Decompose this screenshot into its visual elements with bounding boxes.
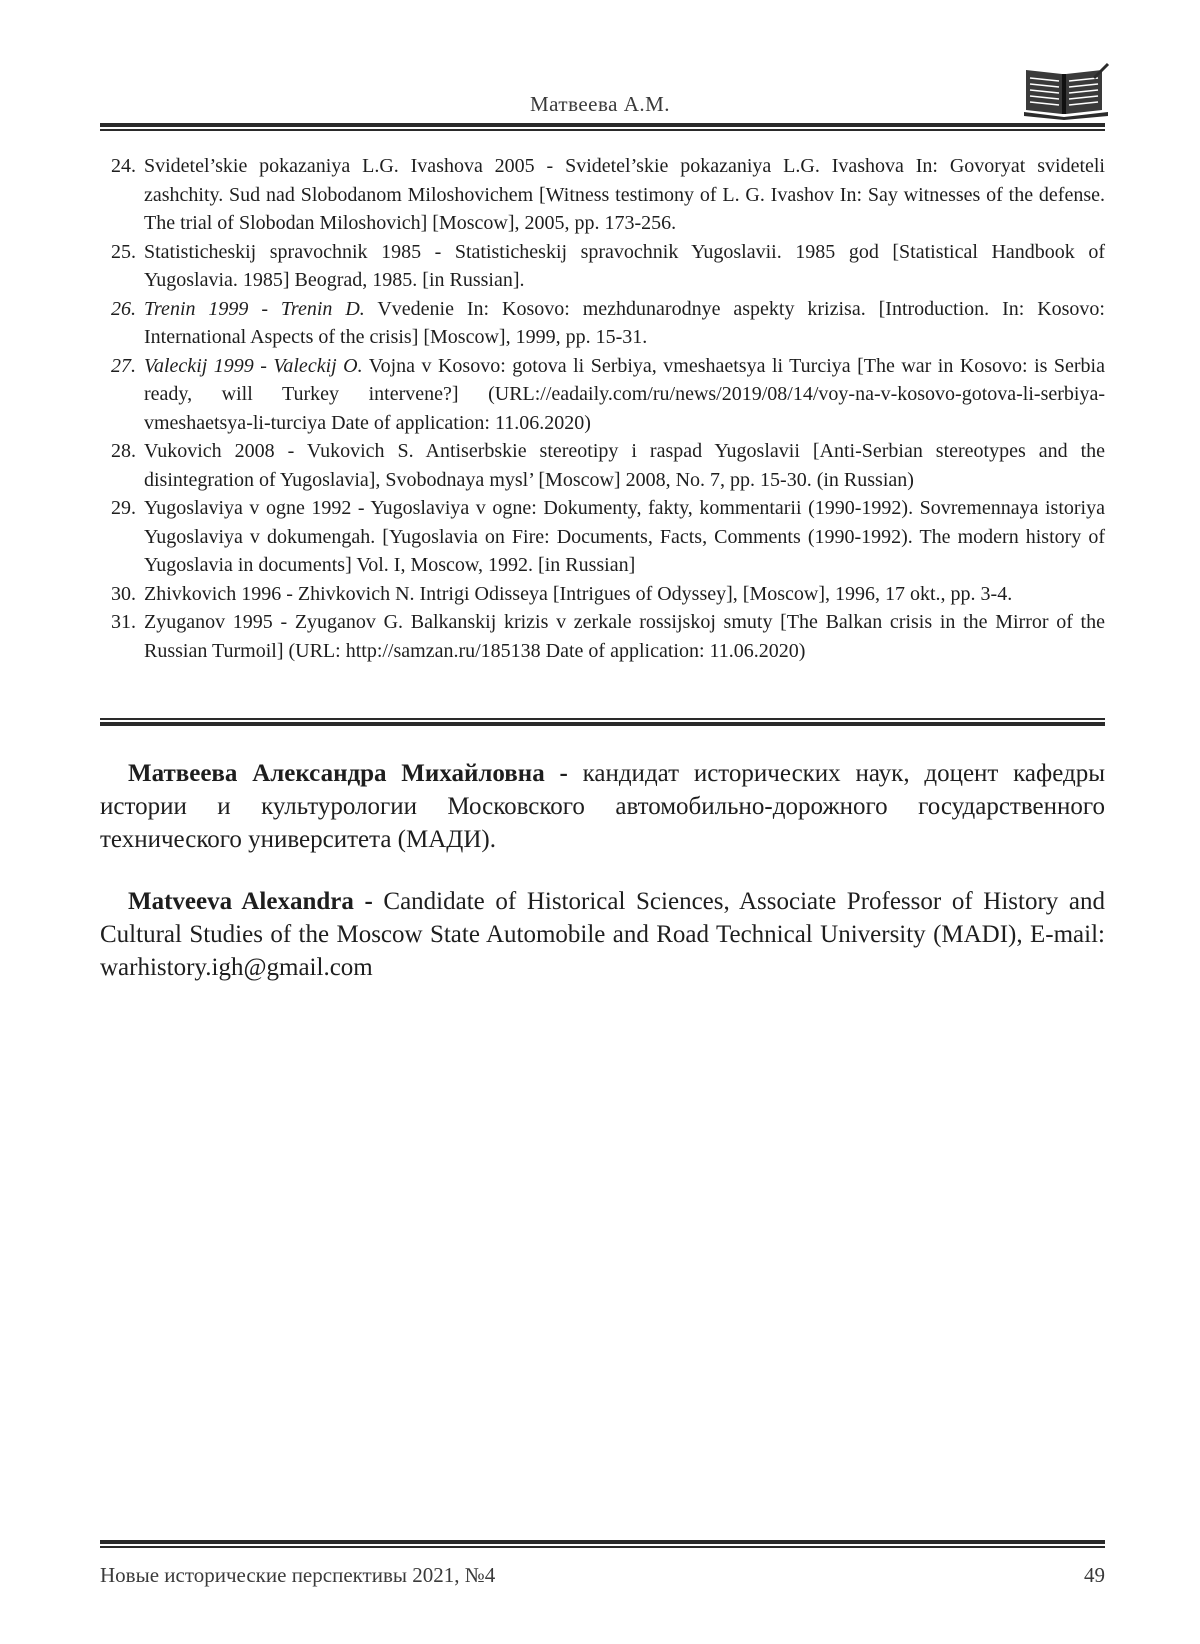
footer-rule — [100, 1540, 1105, 1548]
reference-text: Svidetel’skie pokazaniya L.G. Ivashova 2005 - Svidetel’skie pokazaniya L.G. Ivashova In: Govoryat svideteli zashchity. Sud nad Slobodanom Miloshovichem [Witness testimony of L. G. Ivashov In: Say witnesses of the defense. The trial of Slobodan Miloshovich] [Moscow], 2005, pp. 173-256. — [144, 155, 1105, 234]
open-book-icon — [1022, 62, 1110, 120]
reference-text: Statisticheskij spravochnik 1985 - Statisticheskij spravochnik Yugoslavii. 1985 god [Statistical Handbook of Yugoslavia. 1985] Beograd, 1985. [in Russian]. — [144, 240, 1105, 291]
reference-text: Zyuganov 1995 - Zyuganov G. Balkanskij krizis v zerkale rossijskoj smuty [The Balkan crisis in the Mirror of the Russian Turmoil] (URL: http://samzan.ru/185138 Date of application: 11.06.2020) — [144, 611, 1105, 662]
reference-text: Yugoslaviya v ogne 1992 - Yugoslaviya v ogne: Dokumenty, fakty, kommentarii (1990-1992). Sovremennaya istoriya Yugoslaviya v dokumengah. [Yugoslavia on Fire: Documents, Facts, Comments (1990-1992). The modern history of Yugoslavia in documents] Vol. I, Moscow, 1992. [in Russian] — [144, 497, 1105, 576]
author-bio-english — [100, 885, 1105, 984]
reference-author-italic: Trenin 1999 - Trenin D. — [144, 297, 365, 320]
reference-number: 26. — [111, 297, 136, 320]
reference-item — [100, 608, 1105, 665]
reference-text: Vojna v Kosovo: gotova li Serbiya, vmeshaetsya li Turciya [The war in Kosovo: is Serbia ready, will Turkey intervene?] (URL://eadaily.com/ru/news/2019/08/14/voy-na-v-kosovo-gotova-li-serbiya-vmeshaetsya-li-turciya Date of application: 11.06.2020) — [144, 354, 1105, 434]
reference-item — [100, 437, 1105, 494]
reference-number: 28. — [111, 440, 136, 462]
reference-text: Vukovich 2008 - Vukovich S. Antiserbskie stereotipy i raspad Yugoslavii [Anti-Serbian stereotypes and the disintegration of Yugoslavia], Svobodnaya mysl’ [Moscow] 2008, No. 7, pp. 15-30. (in Russian) — [144, 440, 1105, 491]
reference-item — [100, 152, 1105, 238]
author-description-russian: кандидат исторических наук, доцент кафедры истории и культурологии Московского автомобильно-дорожного государственного технического университета (МАДИ). — [100, 760, 1105, 853]
page-number: 49 — [1084, 1563, 1105, 1587]
reference-item — [100, 580, 1105, 609]
reference-number: 24. — [111, 155, 136, 177]
running-head: Матвеева А.М. — [529, 92, 671, 116]
header-rule — [100, 123, 1105, 131]
author-name-russian: Матвеева Александра Михайловна - — [128, 760, 568, 787]
reference-item — [100, 494, 1105, 580]
reference-list — [100, 152, 1105, 665]
author-description-english: Candidate of Historical Sciences, Associate Professor of History and Cultural Studies of the Moscow State Automobile and Road Technical University (MADI), E-mail: warhistory.igh@gmail.com — [100, 888, 1105, 981]
section-rule — [100, 718, 1105, 726]
reference-item — [100, 238, 1105, 295]
reference-item — [100, 352, 1105, 438]
reference-item — [100, 295, 1105, 352]
reference-author-italic: Valeckij 1999 - Valeckij O. — [144, 354, 363, 377]
reference-number: 27. — [111, 354, 136, 377]
reference-number: 31. — [111, 611, 136, 633]
journal-title: Новые исторические перспективы 2021, №4 — [100, 1563, 496, 1587]
reference-text: Zhivkovich 1996 - Zhivkovich N. Intrigi Odisseya [Intrigues of Odyssey], [Moscow], 1996, 17 okt., pp. 3-4. — [144, 582, 1013, 605]
reference-number: 30. — [111, 582, 136, 605]
author-bio-russian — [100, 757, 1105, 856]
reference-number: 25. — [111, 240, 136, 263]
reference-text: Vvedenie In: Kosovo: mezhdunarodnye aspekty krizisa. [Introduction. In: Kosovo: International Aspects of the crisis] [Moscow], 1999, pp. 15-31. — [144, 297, 1105, 348]
reference-number: 29. — [111, 497, 136, 519]
author-name-english: Matveeva Alexandra - — [128, 888, 373, 915]
